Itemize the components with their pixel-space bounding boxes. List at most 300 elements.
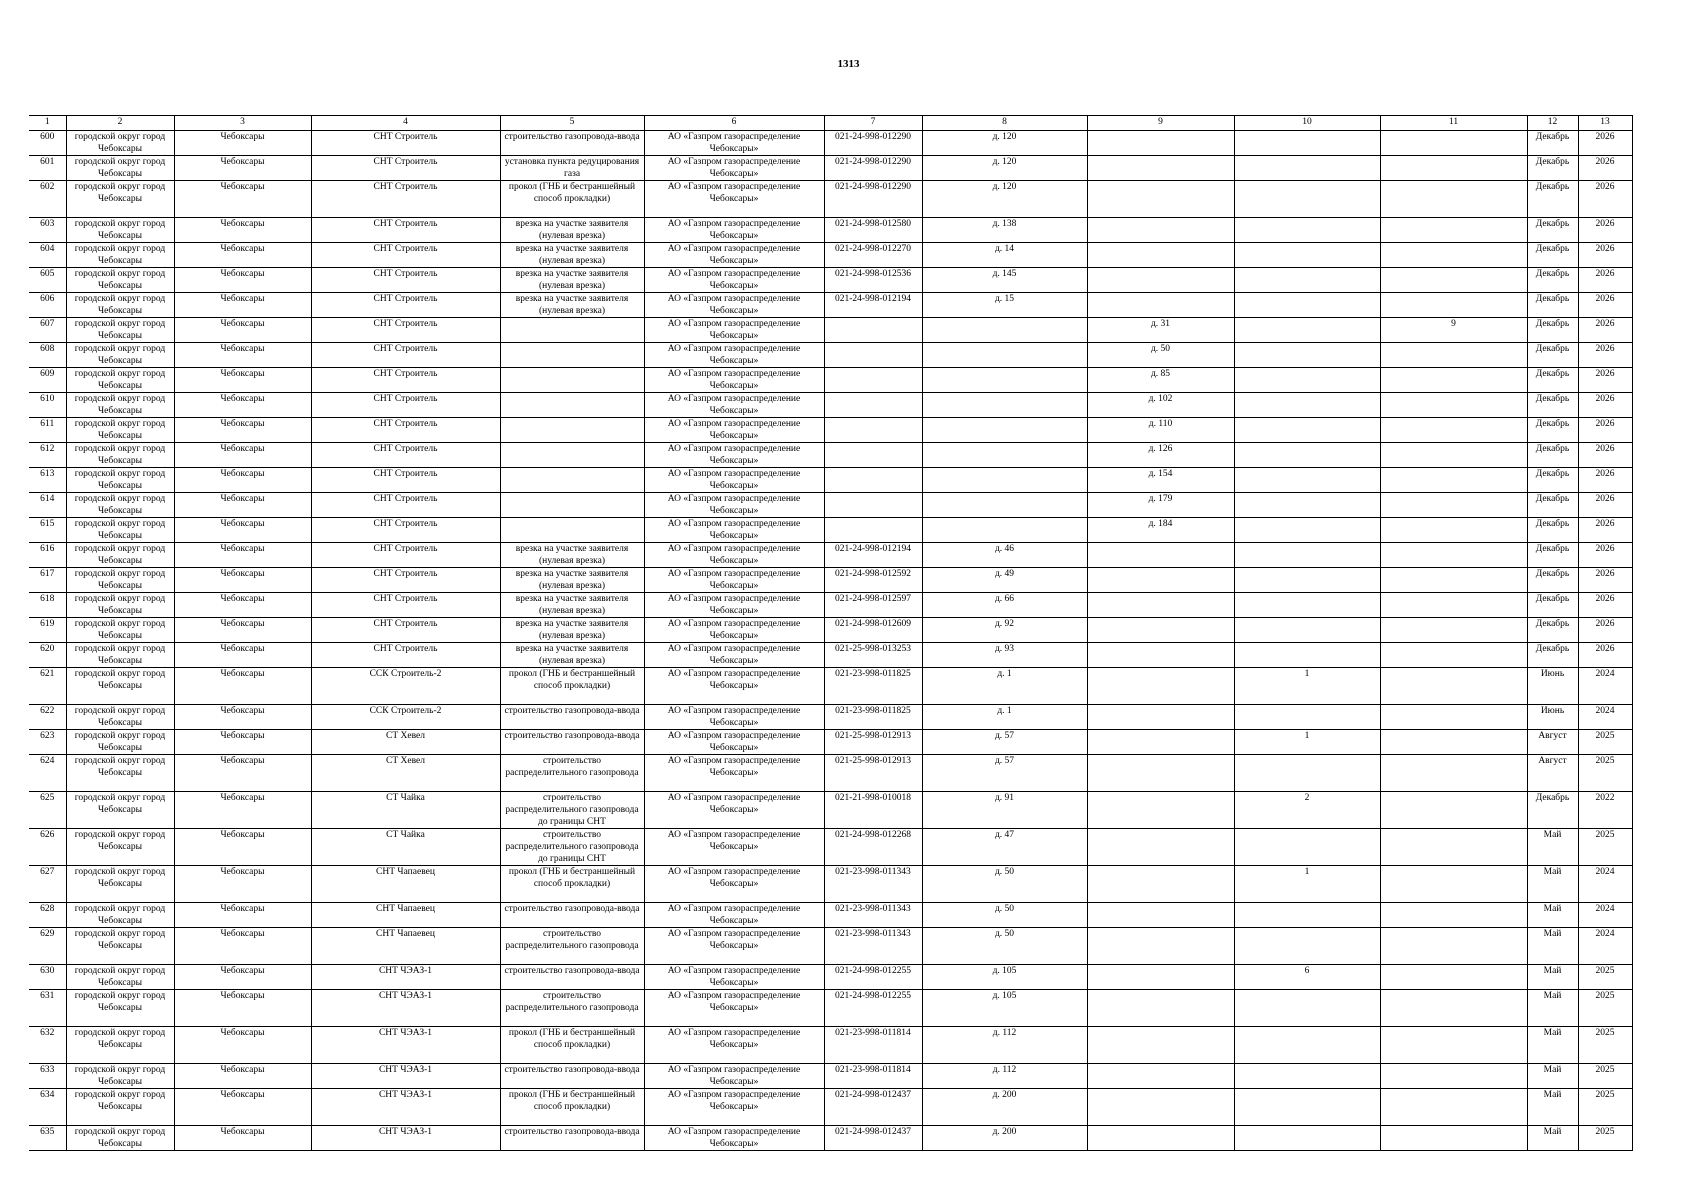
count-cell-10 xyxy=(1234,755,1380,792)
municipality-cell-text: городской округ город Чебоксары xyxy=(74,619,166,641)
month-cell-text: Декабрь xyxy=(1535,269,1570,279)
plot-cell-text: д. 92 xyxy=(994,619,1015,629)
month-cell-text: Май xyxy=(1543,1090,1562,1100)
work-type-cell xyxy=(500,928,644,965)
municipality-cell xyxy=(66,543,174,568)
count-cell-11 xyxy=(1380,318,1527,343)
table-row xyxy=(29,393,1632,418)
contract-number-cell xyxy=(824,568,922,593)
count-cell-11 xyxy=(1380,1064,1527,1089)
municipality-cell-text: городской округ город Чебоксары xyxy=(74,867,166,889)
plot-cell xyxy=(922,593,1087,618)
settlement-cell xyxy=(174,156,311,181)
contract-number-cell xyxy=(824,990,922,1027)
work-type-cell-text: врезка на участке заявителя (нулевая врезка) xyxy=(515,569,629,591)
plot-cell xyxy=(922,829,1087,866)
municipality-cell-text: городской округ город Чебоксары xyxy=(74,569,166,591)
plot-extra-cell xyxy=(1087,866,1234,903)
municipality-cell xyxy=(66,1027,174,1064)
row-number-cell xyxy=(29,593,66,618)
month-cell xyxy=(1527,1089,1578,1126)
count-cell-10 xyxy=(1234,468,1380,493)
plot-cell-text: д. 112 xyxy=(992,1065,1017,1075)
partnership-cell xyxy=(311,903,500,928)
plot-extra-cell-text: д. 110 xyxy=(1148,419,1173,429)
year-cell-text: 2025 xyxy=(1595,966,1615,976)
work-type-cell-text: строительство распределительного газопровода до границы СНТ xyxy=(505,830,639,864)
row-number-cell xyxy=(29,131,66,156)
row-number-cell xyxy=(29,268,66,293)
contract-number-cell-text: 021-24-998-012597 xyxy=(835,594,911,604)
month-cell xyxy=(1527,903,1578,928)
settlement-cell-text: Чебоксары xyxy=(220,904,265,914)
settlement-cell-text: Чебоксары xyxy=(220,966,265,976)
month-cell xyxy=(1527,668,1578,705)
settlement-cell-text: Чебоксары xyxy=(220,1065,265,1075)
row-number-cell-text: 607 xyxy=(40,319,55,329)
settlement-cell xyxy=(174,705,311,730)
plot-extra-cell xyxy=(1087,1064,1234,1089)
municipality-cell-text: городской округ город Чебоксары xyxy=(74,219,166,241)
plot-cell-text: д. 200 xyxy=(992,1127,1017,1137)
count-cell-11 xyxy=(1380,443,1527,468)
table-row xyxy=(29,218,1632,243)
contract-number-cell-text: 021-24-998-012268 xyxy=(835,830,911,840)
partnership-cell-text: СНТ Строитель xyxy=(373,319,438,329)
contract-number-cell-text: 021-25-998-012913 xyxy=(835,731,911,741)
operator-cell-text: АО «Газпром газораспределение Чебоксары» xyxy=(667,182,801,204)
contract-number-cell xyxy=(824,730,922,755)
count-cell-10 xyxy=(1234,705,1380,730)
month-cell-text: Декабрь xyxy=(1535,344,1570,354)
contract-number-cell xyxy=(824,443,922,468)
settlement-cell-text: Чебоксары xyxy=(220,544,265,554)
count-cell-11-text: 9 xyxy=(1451,319,1456,329)
row-number-cell xyxy=(29,218,66,243)
plot-extra-cell xyxy=(1087,618,1234,643)
month-cell-text: Декабрь xyxy=(1535,793,1570,803)
settlement-cell xyxy=(174,730,311,755)
plot-cell xyxy=(922,218,1087,243)
partnership-cell xyxy=(311,368,500,393)
municipality-cell xyxy=(66,418,174,443)
month-cell xyxy=(1527,343,1578,368)
month-cell xyxy=(1527,518,1578,543)
municipality-cell xyxy=(66,866,174,903)
partnership-cell-text: СНТ Строитель xyxy=(373,569,438,579)
count-cell-11 xyxy=(1380,866,1527,903)
year-cell xyxy=(1578,1126,1632,1151)
settlement-cell-text: Чебоксары xyxy=(220,594,265,604)
table-row xyxy=(29,418,1632,443)
month-cell xyxy=(1527,1064,1578,1089)
work-type-cell-text: врезка на участке заявителя (нулевая врезка) xyxy=(515,544,629,566)
operator-cell xyxy=(644,443,824,468)
plot-cell-text: д. 57 xyxy=(994,731,1015,741)
work-type-cell xyxy=(500,990,644,1027)
plot-cell-text: д. 145 xyxy=(992,269,1017,279)
partnership-cell xyxy=(311,568,500,593)
operator-cell-text: АО «Газпром газораспределение Чебоксары» xyxy=(667,867,801,889)
month-cell xyxy=(1527,705,1578,730)
count-cell-10 xyxy=(1234,243,1380,268)
plot-cell xyxy=(922,181,1087,218)
count-cell-10 xyxy=(1234,643,1380,668)
operator-cell xyxy=(644,668,824,705)
month-cell-text: Декабрь xyxy=(1535,132,1570,142)
column-header-1: 1 xyxy=(29,116,66,131)
plot-cell-text: д. 1 xyxy=(997,669,1012,679)
count-cell-10 xyxy=(1234,1064,1380,1089)
municipality-cell xyxy=(66,593,174,618)
plot-cell xyxy=(922,418,1087,443)
plot-cell-text: д. 46 xyxy=(994,544,1015,554)
partnership-cell-text: СНТ Строитель xyxy=(373,494,438,504)
work-type-cell xyxy=(500,1027,644,1064)
plot-extra-cell-text: д. 102 xyxy=(1148,394,1173,404)
operator-cell-text: АО «Газпром газораспределение Чебоксары» xyxy=(667,369,801,391)
year-cell xyxy=(1578,493,1632,518)
table-row xyxy=(29,730,1632,755)
table-row xyxy=(29,443,1632,468)
plot-extra-cell xyxy=(1087,293,1234,318)
municipality-cell xyxy=(66,705,174,730)
column-header-12: 12 xyxy=(1527,116,1578,131)
row-number-cell-text: 632 xyxy=(40,1028,55,1038)
month-cell-text: Декабрь xyxy=(1535,544,1570,554)
count-cell-11 xyxy=(1380,218,1527,243)
work-type-cell-text: строительство газопровода-ввода xyxy=(504,966,640,976)
settlement-cell xyxy=(174,368,311,393)
partnership-cell xyxy=(311,668,500,705)
plot-extra-cell-text: д. 179 xyxy=(1148,494,1173,504)
settlement-cell xyxy=(174,755,311,792)
work-type-cell xyxy=(500,618,644,643)
month-cell xyxy=(1527,593,1578,618)
operator-cell xyxy=(644,243,824,268)
month-cell xyxy=(1527,243,1578,268)
table-row xyxy=(29,593,1632,618)
count-cell-10 xyxy=(1234,568,1380,593)
row-number-cell-text: 614 xyxy=(40,494,55,504)
work-type-cell-text: врезка на участке заявителя (нулевая врезка) xyxy=(515,619,629,641)
table-row xyxy=(29,518,1632,543)
year-cell xyxy=(1578,443,1632,468)
operator-cell xyxy=(644,156,824,181)
year-cell-text: 2025 xyxy=(1595,1028,1615,1038)
row-number-cell-text: 606 xyxy=(40,294,55,304)
operator-cell-text: АО «Газпром газораспределение Чебоксары» xyxy=(667,269,801,291)
year-cell-text: 2026 xyxy=(1595,369,1615,379)
month-cell-text: Июнь xyxy=(1540,706,1565,716)
row-number-cell-text: 634 xyxy=(40,1090,55,1100)
table-row xyxy=(29,705,1632,730)
work-type-cell xyxy=(500,1089,644,1126)
month-cell xyxy=(1527,393,1578,418)
municipality-cell-text: городской округ город Чебоксары xyxy=(74,644,166,666)
partnership-cell-text: СТ Чайка xyxy=(386,793,425,803)
partnership-cell xyxy=(311,468,500,493)
partnership-cell xyxy=(311,990,500,1027)
column-header-10: 10 xyxy=(1234,116,1380,131)
operator-cell-text: АО «Газпром газораспределение Чебоксары» xyxy=(667,319,801,341)
year-cell-text: 2025 xyxy=(1595,756,1615,766)
table-row xyxy=(29,343,1632,368)
partnership-cell-text: СНТ Строитель xyxy=(373,544,438,554)
month-cell xyxy=(1527,792,1578,829)
settlement-cell xyxy=(174,1064,311,1089)
month-cell-text: Май xyxy=(1543,966,1562,976)
year-cell xyxy=(1578,518,1632,543)
work-type-cell xyxy=(500,418,644,443)
partnership-cell-text: ССК Строитель-2 xyxy=(369,706,442,716)
row-number-cell-text: 621 xyxy=(40,669,55,679)
header-row xyxy=(29,116,1632,131)
contract-number-cell-text: 021-25-998-012913 xyxy=(835,756,911,766)
row-number-cell xyxy=(29,543,66,568)
municipality-cell xyxy=(66,1126,174,1151)
municipality-cell xyxy=(66,990,174,1027)
plot-extra-cell xyxy=(1087,965,1234,990)
work-type-cell-text: строительство газопровода-ввода xyxy=(504,1065,640,1075)
partnership-cell-text: СНТ Строитель xyxy=(373,444,438,454)
month-cell-text: Декабрь xyxy=(1535,394,1570,404)
work-type-cell-text: прокол (ГНБ и бестраншейный способ прокладки) xyxy=(508,182,636,204)
plot-extra-cell xyxy=(1087,755,1234,792)
municipality-cell xyxy=(66,829,174,866)
contract-number-cell-text: 021-24-998-012194 xyxy=(835,544,911,554)
count-cell-10 xyxy=(1234,343,1380,368)
partnership-cell xyxy=(311,829,500,866)
year-cell xyxy=(1578,343,1632,368)
month-cell xyxy=(1527,218,1578,243)
settlement-cell xyxy=(174,543,311,568)
year-cell-text: 2026 xyxy=(1595,494,1615,504)
column-header-4: 4 xyxy=(311,116,500,131)
settlement-cell-text: Чебоксары xyxy=(220,793,265,803)
table-row xyxy=(29,268,1632,293)
operator-cell xyxy=(644,418,824,443)
contract-number-cell xyxy=(824,418,922,443)
row-number-cell xyxy=(29,866,66,903)
row-number-cell-text: 627 xyxy=(40,867,55,877)
month-cell-text: Декабрь xyxy=(1535,182,1570,192)
plot-extra-cell xyxy=(1087,181,1234,218)
row-number-cell xyxy=(29,730,66,755)
table-row xyxy=(29,668,1632,705)
row-number-cell xyxy=(29,755,66,792)
operator-cell-text: АО «Газпром газораспределение Чебоксары» xyxy=(667,244,801,266)
month-cell-text: Август xyxy=(1538,756,1567,766)
plot-extra-cell xyxy=(1087,418,1234,443)
settlement-cell-text: Чебоксары xyxy=(220,830,265,840)
year-cell-text: 2024 xyxy=(1595,867,1615,877)
count-cell-10 xyxy=(1234,318,1380,343)
partnership-cell-text: СНТ Чапаевец xyxy=(376,929,435,939)
contract-number-cell-text: 021-24-998-012255 xyxy=(835,991,911,1001)
column-header-11: 11 xyxy=(1380,116,1527,131)
page-number: 1313 xyxy=(837,58,860,70)
contract-number-cell xyxy=(824,1089,922,1126)
table-row xyxy=(29,293,1632,318)
contract-number-cell-text: 021-24-998-012437 xyxy=(835,1090,911,1100)
plot-cell-text: д. 120 xyxy=(992,157,1017,167)
row-number-cell-text: 617 xyxy=(40,569,55,579)
operator-cell xyxy=(644,730,824,755)
settlement-cell xyxy=(174,1089,311,1126)
year-cell-text: 2025 xyxy=(1595,1090,1615,1100)
work-type-cell xyxy=(500,443,644,468)
operator-cell xyxy=(644,218,824,243)
month-cell xyxy=(1527,156,1578,181)
month-cell-text: Декабрь xyxy=(1535,244,1570,254)
work-type-cell-text: врезка на участке заявителя (нулевая врезка) xyxy=(515,644,629,666)
count-cell-11 xyxy=(1380,1089,1527,1126)
municipality-cell xyxy=(66,965,174,990)
contract-number-cell xyxy=(824,1126,922,1151)
row-number-cell xyxy=(29,829,66,866)
contract-number-cell xyxy=(824,218,922,243)
settlement-cell xyxy=(174,393,311,418)
count-cell-11 xyxy=(1380,903,1527,928)
contract-number-cell-text: 021-23-998-011825 xyxy=(835,706,911,716)
work-type-cell-text: врезка на участке заявителя (нулевая врезка) xyxy=(515,294,629,316)
municipality-cell xyxy=(66,1089,174,1126)
contract-number-cell-text: 021-23-998-011343 xyxy=(835,929,911,939)
settlement-cell-text: Чебоксары xyxy=(220,394,265,404)
partnership-cell xyxy=(311,156,500,181)
row-number-cell xyxy=(29,928,66,965)
settlement-cell xyxy=(174,243,311,268)
work-type-cell xyxy=(500,243,644,268)
operator-cell xyxy=(644,928,824,965)
count-cell-10 xyxy=(1234,218,1380,243)
contract-number-cell xyxy=(824,618,922,643)
month-cell-text: Июнь xyxy=(1540,669,1565,679)
operator-cell-text: АО «Газпром газораспределение Чебоксары» xyxy=(667,569,801,591)
settlement-cell-text: Чебоксары xyxy=(220,991,265,1001)
year-cell-text: 2024 xyxy=(1595,706,1615,716)
operator-cell-text: АО «Газпром газораспределение Чебоксары» xyxy=(667,1028,801,1050)
work-type-cell-text: врезка на участке заявителя (нулевая врезка) xyxy=(515,244,629,266)
partnership-cell xyxy=(311,730,500,755)
year-cell xyxy=(1578,593,1632,618)
contract-number-cell-text: 021-24-998-012255 xyxy=(835,966,911,976)
municipality-cell xyxy=(66,928,174,965)
row-number-cell-text: 604 xyxy=(40,244,55,254)
count-cell-11 xyxy=(1380,543,1527,568)
column-header-6: 6 xyxy=(644,116,824,131)
count-cell-10 xyxy=(1234,1027,1380,1064)
contract-number-cell xyxy=(824,468,922,493)
plot-cell xyxy=(922,493,1087,518)
settlement-cell xyxy=(174,493,311,518)
year-cell-text: 2026 xyxy=(1595,594,1615,604)
column-header-13: 13 xyxy=(1578,116,1632,131)
count-cell-10 xyxy=(1234,443,1380,468)
settlement-cell xyxy=(174,643,311,668)
plot-cell xyxy=(922,1126,1087,1151)
municipality-cell-text: городской округ город Чебоксары xyxy=(74,157,166,179)
municipality-cell-text: городской округ город Чебоксары xyxy=(74,182,166,204)
settlement-cell-text: Чебоксары xyxy=(220,182,265,192)
plot-extra-cell xyxy=(1087,493,1234,518)
table-row xyxy=(29,643,1632,668)
plot-extra-cell xyxy=(1087,903,1234,928)
partnership-cell-text: СНТ ЧЭАЗ-1 xyxy=(378,1065,433,1075)
row-number-cell-text: 616 xyxy=(40,544,55,554)
work-type-cell xyxy=(500,218,644,243)
count-cell-11 xyxy=(1380,293,1527,318)
column-header-2: 2 xyxy=(66,116,174,131)
month-cell xyxy=(1527,755,1578,792)
plot-cell xyxy=(922,131,1087,156)
row-number-cell xyxy=(29,518,66,543)
plot-cell xyxy=(922,618,1087,643)
settlement-cell xyxy=(174,1027,311,1064)
plot-cell xyxy=(922,730,1087,755)
plot-extra-cell xyxy=(1087,443,1234,468)
contract-number-cell-text: 021-23-998-011343 xyxy=(835,904,911,914)
settlement-cell xyxy=(174,268,311,293)
count-cell-10-text: 1 xyxy=(1304,731,1310,741)
municipality-cell-text: городской округ город Чебоксары xyxy=(74,594,166,616)
contract-number-cell xyxy=(824,965,922,990)
settlement-cell xyxy=(174,903,311,928)
count-cell-11 xyxy=(1380,705,1527,730)
operator-cell xyxy=(644,903,824,928)
year-cell-text: 2024 xyxy=(1595,669,1615,679)
count-cell-11 xyxy=(1380,643,1527,668)
year-cell-text: 2026 xyxy=(1595,419,1615,429)
operator-cell-text: АО «Газпром газораспределение Чебоксары» xyxy=(667,219,801,241)
work-type-cell xyxy=(500,493,644,518)
settlement-cell xyxy=(174,618,311,643)
municipality-cell-text: городской округ город Чебоксары xyxy=(74,706,166,728)
municipality-cell xyxy=(66,668,174,705)
work-type-cell-text: прокол (ГНБ и бестраншейный способ прокладки) xyxy=(508,867,636,889)
column-header-5: 5 xyxy=(500,116,644,131)
work-type-cell-text: врезка на участке заявителя (нулевая врезка) xyxy=(515,594,629,616)
row-number-cell xyxy=(29,1064,66,1089)
partnership-cell-text: СНТ Чапаевец xyxy=(376,904,435,914)
work-type-cell xyxy=(500,668,644,705)
settlement-cell-text: Чебоксары xyxy=(220,731,265,741)
table-row xyxy=(29,1126,1632,1151)
row-number-cell-text: 620 xyxy=(40,644,55,654)
plot-cell xyxy=(922,755,1087,792)
contract-number-cell xyxy=(824,593,922,618)
partnership-cell xyxy=(311,243,500,268)
work-type-cell-text: строительство газопровода-ввода xyxy=(504,904,640,914)
work-type-cell xyxy=(500,293,644,318)
plot-cell xyxy=(922,1064,1087,1089)
row-number-cell xyxy=(29,293,66,318)
plot-cell-text: д. 200 xyxy=(992,1090,1017,1100)
month-cell xyxy=(1527,866,1578,903)
partnership-cell xyxy=(311,443,500,468)
plot-extra-cell xyxy=(1087,543,1234,568)
partnership-cell xyxy=(311,318,500,343)
table-row xyxy=(29,243,1632,268)
plot-cell-text: д. 112 xyxy=(992,1028,1017,1038)
municipality-cell-text: городской округ город Чебоксары xyxy=(74,966,166,988)
settlement-cell xyxy=(174,568,311,593)
plot-cell xyxy=(922,443,1087,468)
partnership-cell-text: СНТ Строитель xyxy=(373,469,438,479)
operator-cell-text: АО «Газпром газораспределение Чебоксары» xyxy=(667,904,801,926)
operator-cell xyxy=(644,705,824,730)
